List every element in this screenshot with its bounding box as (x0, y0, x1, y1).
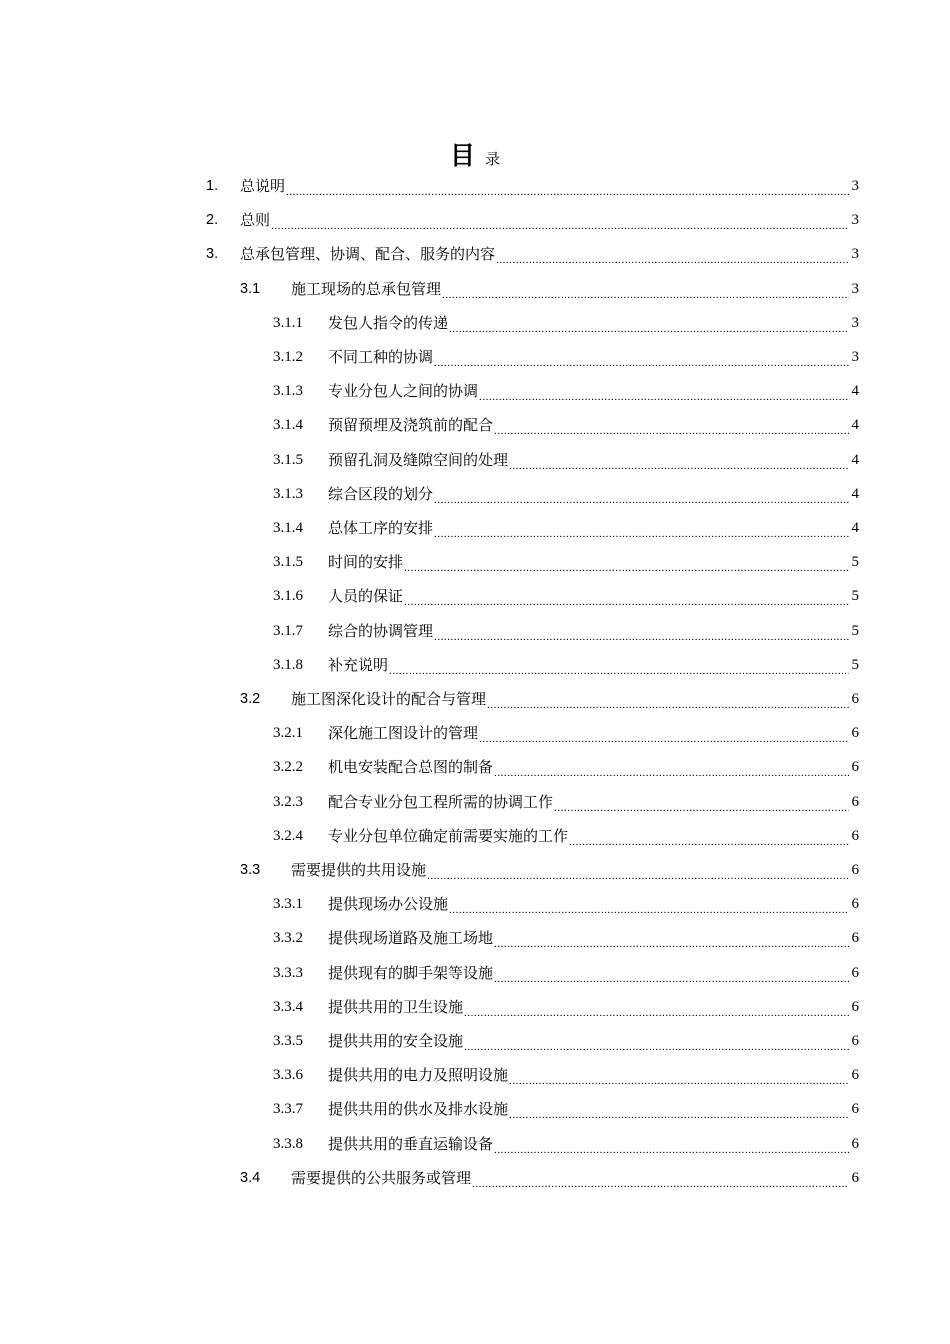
toc-entry-title: 预留预埋及浇筑前的配合 (328, 416, 494, 435)
toc-entry-number: 3.1.3 (273, 383, 303, 400)
toc-dot-leader (494, 408, 849, 442)
toc-entry-number: 3.2.2 (273, 759, 303, 776)
toc-dot-leader (554, 785, 849, 819)
toc-entry[interactable] (240, 853, 859, 887)
toc-entry[interactable] (273, 579, 859, 613)
toc-entry[interactable] (240, 272, 859, 306)
toc-entry[interactable] (273, 477, 859, 511)
toc-entry-title: 提供共用的供水及排水设施 (328, 1100, 509, 1119)
toc-entry-page: 5 (851, 588, 859, 605)
toc-entry[interactable] (273, 306, 859, 340)
toc-entry-number: 3.3.7 (273, 1101, 303, 1118)
toc-entry[interactable] (273, 340, 859, 374)
toc-entry-number: 3.1.3 (273, 485, 303, 502)
toc-entry-page: 4 (851, 485, 859, 502)
toc-entry-number: 1. (206, 178, 219, 194)
toc-dot-leader (434, 477, 849, 511)
toc-entry-page: 6 (851, 862, 859, 878)
toc-entry-title: 机电安装配合总图的制备 (328, 758, 494, 777)
toc-entry-title: 专业分包单位确定前需要实施的工作 (328, 826, 569, 845)
toc-entry-number: 3.4 (240, 1169, 261, 1186)
toc-dot-leader (464, 990, 849, 1024)
toc-entry-title: 总体工序的安排 (328, 519, 434, 537)
toc-entry[interactable] (273, 990, 859, 1024)
toc-entry-page: 4 (851, 520, 859, 536)
toc-entry[interactable] (273, 374, 859, 408)
toc-entry-number: 3.2.3 (273, 793, 303, 810)
toc-entry-title: 专业分包人之间的协调 (328, 382, 479, 401)
toc-entry-title: 发包人指令的传递 (328, 313, 449, 332)
toc-entry-title: 时间的安排 (328, 553, 404, 572)
toc-entry-title: 综合的协调管理 (328, 621, 434, 640)
toc-entry-number: 3.2.4 (273, 827, 303, 844)
toc-entry-page: 4 (851, 451, 859, 468)
toc-entry-page: 6 (851, 827, 859, 844)
toc-entry-page: 5 (851, 656, 859, 673)
toc-entry-page: 6 (851, 1067, 859, 1084)
toc-entry[interactable] (206, 203, 859, 237)
toc-dot-leader (494, 1127, 849, 1161)
toc-entry[interactable] (240, 1161, 859, 1195)
toc-entry[interactable] (240, 682, 859, 716)
toc-entry-number: 3.1.6 (273, 588, 303, 605)
toc-entry-number: 3.1.1 (273, 314, 303, 331)
toc-entry-number: 3.1.7 (273, 622, 303, 639)
toc-entry[interactable] (273, 785, 859, 819)
toc-dot-leader (494, 956, 849, 990)
toc-entry-page: 3 (851, 349, 859, 365)
toc-entry-number: 3.3.2 (273, 930, 303, 947)
toc-entry-number: 3.1.2 (273, 349, 303, 365)
toc-entry-number: 3.1.4 (273, 417, 303, 434)
toc-dot-leader (479, 716, 849, 750)
toc-dot-leader (569, 819, 849, 853)
toc-entry[interactable] (273, 614, 859, 648)
toc-dot-leader (494, 750, 849, 784)
toc-title-secondary: 录 (485, 150, 501, 168)
toc-dot-leader (509, 443, 849, 477)
toc-entry-number: 3.3.3 (273, 964, 303, 981)
toc-entry-page: 6 (851, 691, 859, 707)
toc-dot-leader (286, 169, 849, 203)
toc-entry-page: 6 (851, 1135, 859, 1152)
toc-entry[interactable] (273, 545, 859, 579)
toc-title (0, 136, 950, 172)
toc-entry[interactable] (206, 237, 859, 271)
toc-entry[interactable] (273, 819, 859, 853)
toc-dot-leader (442, 272, 849, 306)
toc-entry-number: 3.1.5 (273, 554, 303, 571)
toc-entry-number: 3.3.1 (273, 896, 303, 913)
toc-entry-title: 综合区段的划分 (328, 484, 434, 503)
toc-dot-leader (434, 614, 849, 648)
toc-entry-page: 5 (851, 554, 859, 571)
toc-entry-page: 6 (851, 759, 859, 776)
toc-entry-title: 不同工种的协调 (328, 348, 434, 366)
toc-title-main: 目 (449, 141, 475, 170)
toc-entry-page: 5 (851, 622, 859, 639)
toc-entry-title: 总则 (240, 211, 271, 230)
toc-entry-title: 提供现场办公设施 (328, 895, 449, 914)
toc-entry-page: 3 (851, 246, 859, 263)
toc-entry-page: 6 (851, 1169, 859, 1186)
toc-entry-number: 3.3.8 (273, 1135, 303, 1152)
toc-entry-page: 6 (851, 930, 859, 947)
toc-entry-page: 6 (851, 998, 859, 1015)
toc-dot-leader (464, 1024, 849, 1058)
toc-dot-leader (494, 921, 849, 955)
toc-entry[interactable] (273, 1092, 859, 1126)
toc-entry-number: 3.3.6 (273, 1067, 303, 1084)
toc-entry-title: 提供共用的垂直运输设备 (328, 1134, 494, 1153)
toc-entry-page: 6 (851, 793, 859, 810)
toc-entry-title: 补充说明 (328, 655, 389, 674)
toc-dot-leader (434, 511, 849, 545)
toc-entry[interactable] (273, 648, 859, 682)
toc-entry[interactable] (273, 511, 859, 545)
toc-entry[interactable] (206, 169, 859, 203)
toc-entry[interactable] (273, 408, 859, 442)
toc-entry-number: 3. (206, 246, 219, 263)
toc-entry-title: 需要提供的共用设施 (291, 861, 427, 879)
toc-entry[interactable] (273, 956, 859, 990)
toc-entry-number: 3.1.4 (273, 520, 303, 536)
toc-entry-number: 3.1.8 (273, 656, 303, 673)
toc-dot-leader (487, 682, 849, 716)
toc-entry-page: 4 (851, 417, 859, 434)
toc-entry[interactable] (273, 1127, 859, 1161)
toc-entry-number: 3.2.1 (273, 725, 303, 742)
toc-entry-number: 3.3.5 (273, 1033, 303, 1049)
toc-dot-leader (271, 203, 849, 237)
toc-entry-page: 6 (851, 896, 859, 913)
toc-entry-number: 3.1.5 (273, 451, 303, 468)
toc-entry-page: 6 (851, 725, 859, 742)
toc-entry-page: 3 (851, 314, 859, 331)
toc-entry-title: 人员的保证 (328, 587, 404, 606)
toc-entry-title: 提供现有的脚手架等设施 (328, 963, 494, 982)
toc-dot-leader (404, 579, 849, 613)
toc-dot-leader (509, 1058, 849, 1092)
toc-entry-page: 6 (851, 964, 859, 981)
toc-dot-leader (449, 887, 849, 921)
toc-entry-number: 3.1 (240, 280, 261, 297)
toc-entry-title: 施工现场的总承包管理 (291, 279, 442, 298)
toc-entry[interactable] (273, 1058, 859, 1092)
toc-dot-leader (427, 853, 849, 887)
toc-dot-leader (449, 306, 849, 340)
toc-entry-title: 提供共用的安全设施 (328, 1032, 464, 1050)
toc-dot-leader (404, 545, 849, 579)
toc-entry-page: 6 (851, 1101, 859, 1118)
toc-entry-page: 6 (851, 1033, 859, 1049)
toc-entry-number: 2. (206, 212, 219, 229)
toc-entry-number: 3.3 (240, 862, 261, 878)
toc-entry-number: 3.2 (240, 691, 261, 707)
toc-dot-leader (479, 374, 849, 408)
toc-entry-page: 3 (851, 212, 859, 229)
toc-entry-page: 4 (851, 383, 859, 400)
toc-entry[interactable] (273, 1024, 859, 1058)
toc-entry-page: 3 (851, 280, 859, 297)
toc-entry-title: 提供现场道路及施工场地 (328, 929, 494, 948)
toc-entry[interactable] (273, 443, 859, 477)
toc-entry[interactable] (273, 921, 859, 955)
toc-entry-number: 3.3.4 (273, 998, 303, 1015)
toc-dot-leader (389, 648, 849, 682)
toc-entry-title: 施工图深化设计的配合与管理 (291, 690, 487, 708)
toc-entry-title: 需要提供的公共服务或管理 (291, 1168, 472, 1187)
toc-dot-leader (472, 1161, 849, 1195)
toc-entry-title: 总说明 (240, 177, 286, 195)
toc-entry[interactable] (273, 716, 859, 750)
toc-entry-page: 3 (851, 178, 859, 194)
toc-entry-title: 提供共用的卫生设施 (328, 997, 464, 1016)
toc-entry[interactable] (273, 750, 859, 784)
toc-dot-leader (434, 340, 849, 374)
toc-dot-leader (509, 1092, 849, 1126)
toc-entry-title: 提供共用的电力及照明设施 (328, 1066, 509, 1085)
toc-entry-title: 深化施工图设计的管理 (328, 724, 479, 743)
toc-entry[interactable] (273, 887, 859, 921)
toc-dot-leader (496, 237, 849, 271)
toc-entry-title: 预留孔洞及缝隙空间的处理 (328, 450, 509, 469)
toc-entry-title: 配合专业分包工程所需的协调工作 (328, 792, 554, 811)
toc-entry-title: 总承包管理、协调、配合、服务的内容 (240, 245, 496, 264)
